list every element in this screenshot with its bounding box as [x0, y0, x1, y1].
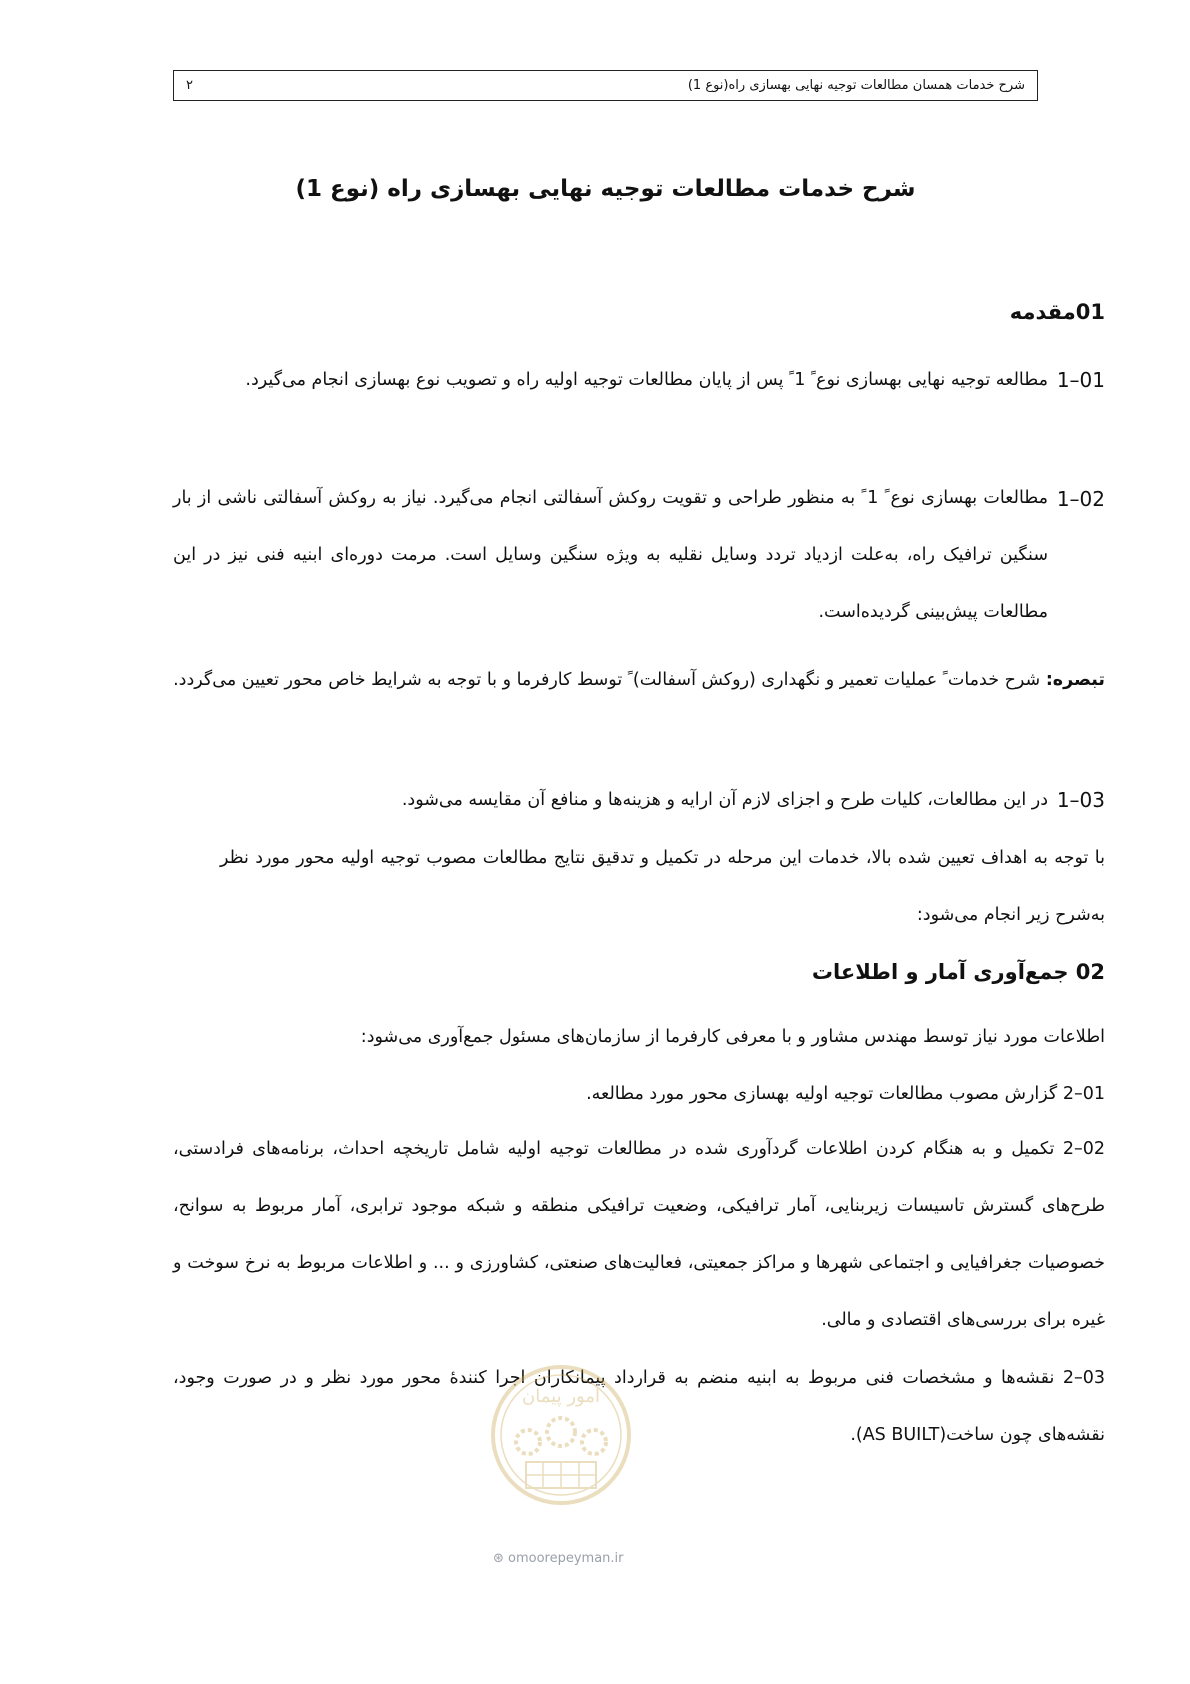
para-number-3: 03–1: [1056, 788, 1105, 812]
paragraph-4: با توجه به اهداف تعیین شده بالا، خدمات این مرحله در تکمیل و تدقیق نتایج مطالعات مصوب توجیه اولیه محور مورد نظر به‌شرح زیر انجام می‌شود:: [220, 848, 1105, 925]
note-label: تبصره:: [1045, 670, 1105, 690]
item-2-2: 02–2 تکمیل و به هنگام کردن اطلاعات گردآوری شده در مطالعات توجیه اولیه شامل تاریخچه احداث، برنامه‌های فرادستی، طرح‌های گسترش تاسیسات زیربنایی، آمار ترافیکی، وضعیت ترافیکی منطقه و شبکه موجود ترابری، آمار مربوط به سوانح، خصوصیات جغرافیایی و اجتماعی شهرها و مراکز جمعیتی، فعالیت‌های صنعتی، کشاورزی و ... و اطلاعات مربوط به نرخ سوخت و غیره برای بررسی‌های اقتصادی و مالی.: [173, 1139, 1105, 1330]
paragraph-2: مطالعات بهسازی نوع ً 1 ً به منظور طراحی و تقویت روکش آسفالتی انجام می‌گیرد. نیاز به روکش آسفالتی ناشی از بار سنگین ترافیک راه، به‌علت ازدیاد تردد وسایل نقلیه به ویژه سنگین وسایل است. مرمت دوره‌ای ابنیه فنی نیز در این مطالعات پیش‌بینی گردیده‌است.: [173, 488, 1049, 622]
para-number-2: 02–1: [1056, 487, 1105, 511]
watermark-logo: [488, 1362, 634, 1508]
section-heading-intro: 01مقدمه: [1009, 300, 1105, 324]
item-2-1: 01–2 گزارش مصوب مطالعات توجیه اولیه بهسازی محور مورد مطالعه.: [586, 1084, 1105, 1104]
note-text: شرح خدمات ً عملیات تعمیر و نگهداری (روکش آسفالت) ً توسط کارفرما و با توجه به شرایط خاص محور تعیین می‌گردد.: [173, 670, 1041, 690]
item-2-3: 03–2 نقشه‌ها و مشخصات فنی مربوط به ابنیه منضم به قرارداد پیمانکاران اجرا کنندهٔ محور مورد نظر و در صورت وجود، نقشه‌های چون ساخت(AS BUILT).: [173, 1368, 1105, 1445]
header-title: شرح خدمات همسان مطالعات توجیه نهایی بهسازی راه(نوع 1): [687, 78, 1025, 93]
note-paragraph: [173, 652, 1105, 709]
watermark-url-text: omoorepeyman.ir: [508, 1551, 624, 1566]
paragraph-1: مطالعه توجیه نهایی بهسازی نوع ً 1 ً پس از پایان مطالعات توجیه اولیه راه و تصویب نوع بهسازی انجام می‌گیرد.: [245, 370, 1048, 390]
para-number-1: 01–1: [1056, 368, 1105, 392]
page-number: ۲: [186, 78, 193, 93]
running-header: [173, 70, 1038, 101]
watermark-logo-text: امور پیمان: [522, 1386, 600, 1407]
paragraph-3: در این مطالعات، کلیات طرح و اجزای لازم آن ارایه و هزینه‌ها و منافع آن مقایسه می‌شود.: [401, 790, 1048, 810]
section-heading-data: 02 جمع‌آوری آمار و اطلاعات: [811, 960, 1105, 984]
watermark-url: ⊛ omoorepeyman.ir: [493, 1551, 624, 1566]
document-title: شرح خدمات مطالعات توجیه نهایی بهسازی راه (نوع 1): [295, 176, 916, 202]
section2-intro: اطلاعات مورد نیاز توسط مهندس مشاور و با معرفی کارفرما از سازمان‌های مسئول جمع‌آوری می‌شود:: [360, 1027, 1105, 1047]
